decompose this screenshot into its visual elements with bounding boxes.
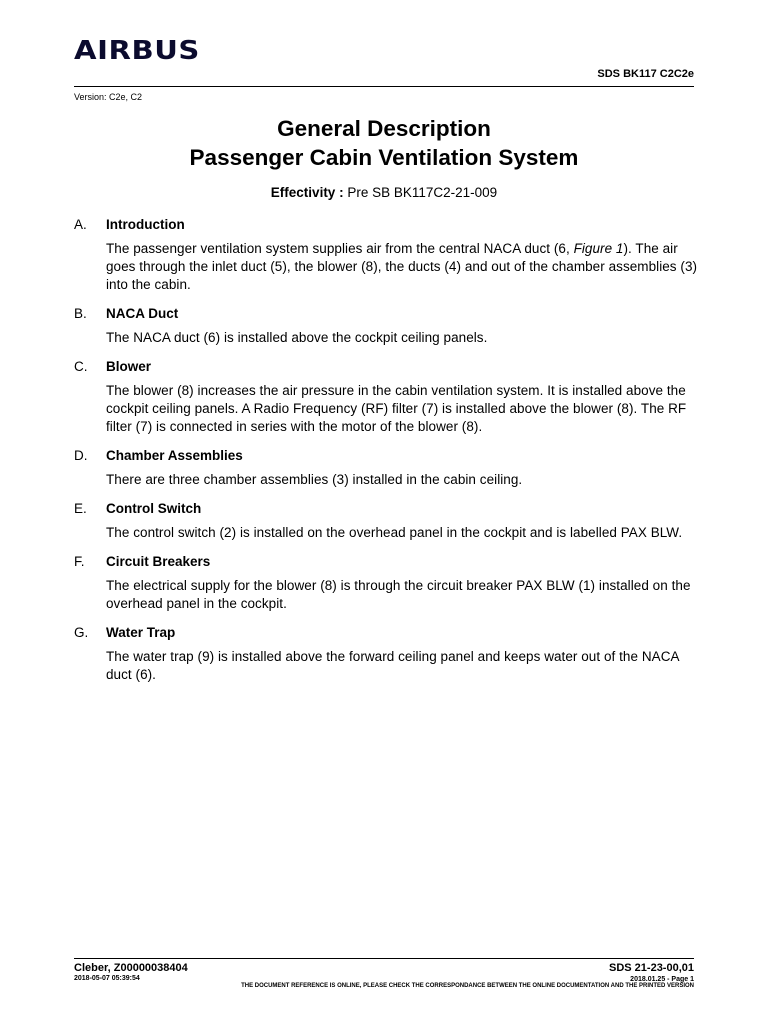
- title-line-2: Passenger Cabin Ventilation System: [189, 145, 579, 170]
- section-letter: A.: [74, 217, 87, 232]
- footer-divider: [74, 958, 694, 959]
- section-circuit-breakers: [74, 553, 698, 613]
- section-body: There are three chamber assemblies (3) installed in the cabin ceiling.: [106, 472, 523, 487]
- section-title: Chamber Assemblies: [106, 448, 243, 463]
- doc-code: SDS BK117 C2C2e: [597, 68, 694, 80]
- section-body: The electrical supply for the blower (8) is through the circuit breaker PAX BLW (1) installed on the overhead panel in the cockpit.: [106, 578, 691, 611]
- sections: [74, 216, 698, 695]
- section-letter: G.: [74, 625, 89, 640]
- footer-date: 2018-05-07 05:39:54: [74, 975, 140, 982]
- section-control-switch: [74, 500, 698, 542]
- section-naca-duct: [74, 305, 698, 347]
- body-text: The passenger ventilation system supplies air from the central NACA duct (6,: [106, 241, 574, 256]
- section-body: [106, 240, 698, 294]
- section-title: Introduction: [106, 217, 185, 232]
- section-blower: [74, 358, 698, 436]
- section-body: The NACA duct (6) is installed above the cockpit ceiling panels.: [106, 330, 488, 345]
- body-text: ). The air goes through the inlet duct (5), the blower (8), the ducts (4) and out of the chamber assemblies (3) into the cabin.: [106, 241, 698, 292]
- section-title: NACA Duct: [106, 306, 179, 321]
- section-letter: D.: [74, 448, 88, 463]
- section-water-trap: [74, 624, 698, 684]
- section-title: Circuit Breakers: [106, 554, 211, 569]
- effectivity: [74, 185, 694, 200]
- header-divider: [74, 86, 694, 87]
- section-title: Water Trap: [106, 625, 176, 640]
- footer-doc-reference: SDS 21-23-00,01: [609, 962, 694, 974]
- section-body: The blower (8) increases the air pressure in the cabin ventilation system. It is installed above the cockpit ceiling panels. A Radio Frequency (RF) filter (7) is installed above the blower (8). The RF filter (7) is connected in series with the motor of the blower (8).: [106, 383, 687, 434]
- section-title: Control Switch: [106, 501, 202, 516]
- footer-page-number: 2018.01.25 - Page 1: [630, 976, 694, 983]
- title-line-1: General Description: [277, 116, 491, 141]
- section-introduction: [74, 216, 698, 294]
- page-title: [74, 114, 694, 172]
- section-letter: B.: [74, 306, 87, 321]
- effectivity-label: Effectivity :: [270, 185, 344, 200]
- section-title: Blower: [106, 359, 152, 374]
- airbus-logo: AIRBUS: [74, 36, 200, 66]
- footer-user: Cleber, Z00000038404: [74, 962, 188, 974]
- section-letter: C.: [74, 359, 88, 374]
- effectivity-value: Pre SB BK117C2-21-009: [347, 185, 498, 200]
- version-label: Version: C2e, C2: [74, 92, 143, 102]
- section-letter: E.: [74, 501, 87, 516]
- figure-reference: Figure 1: [573, 241, 624, 256]
- section-body: The control switch (2) is installed on the overhead panel in the cockpit and is labelled PAX BLW.: [106, 525, 683, 540]
- footer-notice: THE DOCUMENT REFERENCE IS ONLINE, PLEASE CHECK THE CORRESPONDANCE BETWEEN THE ONLINE DOCUMENTATION AND THE PRINTED VERSION: [241, 983, 694, 989]
- section-chamber-assemblies: [74, 447, 698, 489]
- section-letter: F.: [74, 554, 85, 569]
- section-body: The water trap (9) is installed above the forward ceiling panel and keeps water out of the NACA duct (6).: [106, 649, 679, 682]
